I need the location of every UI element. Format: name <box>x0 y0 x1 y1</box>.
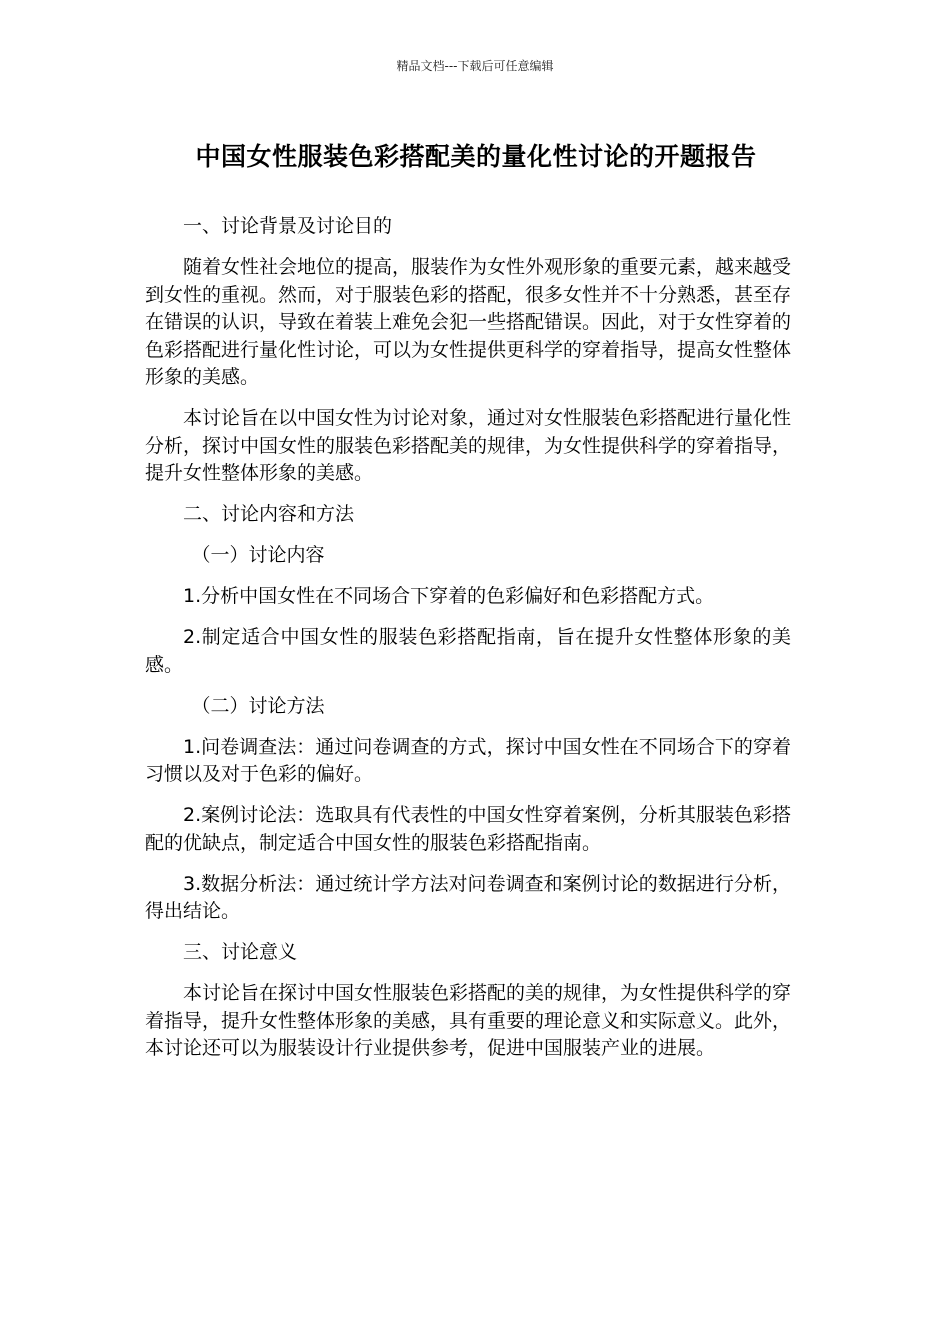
list-item-method-3: 3.数据分析法：通过统计学方法对问卷调查和案例讨论的数据进行分析，得出结论。 <box>145 872 791 922</box>
list-item-method-1: 1.问卷调查法：通过问卷调查的方式，探讨中国女性在不同场合下的穿着习惯以及对于色彩的偏好。 <box>145 735 791 785</box>
section-heading-significance: 三、讨论意义 <box>183 941 298 963</box>
paragraph-purpose: 本讨论旨在以中国女性为讨论对象，通过对女性服装色彩搭配进行量化性分析，探讨中国女性的服装色彩搭配美的规律，为女性提供科学的穿着指导，提升女性整体形象的美感。 <box>145 407 792 484</box>
paragraph-significance: 本讨论旨在探讨中国女性服装色彩搭配的美的规律，为女性提供科学的穿着指导，提升女性整体形象的美感，具有重要的理论意义和实际意义。此外，本讨论还可以为服装设计行业提供参考，促进中国服装产业的进展。 <box>145 982 792 1059</box>
list-item-method-2: 2.案例讨论法：选取具有代表性的中国女性穿着案例，分析其服装色彩搭配的优缺点，制定适合中国女性的服装色彩搭配指南。 <box>145 804 791 854</box>
document-title: 中国女性服装色彩搭配美的量化性讨论的开题报告 <box>195 142 757 171</box>
section-heading-background: 一、讨论背景及讨论目的 <box>183 215 393 237</box>
header-note: 精品文档---下载后可任意编辑 <box>396 59 554 73</box>
section-heading-content-method: 二、讨论内容和方法 <box>183 503 355 525</box>
subsection-heading-content: （一）讨论内容 <box>191 544 325 566</box>
list-item-content-1: 1.分析中国女性在不同场合下穿着的色彩偏好和色彩搭配方式。 <box>183 585 715 607</box>
document-body <box>145 213 791 1076</box>
list-item-content-2: 2.制定适合中国女性的服装色彩搭配指南，旨在提升女性整体形象的美感。 <box>145 626 791 676</box>
paragraph-background: 随着女性社会地位的提高，服装作为女性外观形象的重要元素，越来越受到女性的重视。然而，对于服装色彩的搭配，很多女性并不十分熟悉，甚至存在错误的认识，导致在着装上难免会犯一些搭配错误。因此，对于女性穿着的色彩搭配进行量化性讨论，可以为女性提供更科学的穿着指导，提高女性整体形象的美感。 <box>145 256 792 388</box>
subsection-heading-method: （二）讨论方法 <box>191 694 325 717</box>
